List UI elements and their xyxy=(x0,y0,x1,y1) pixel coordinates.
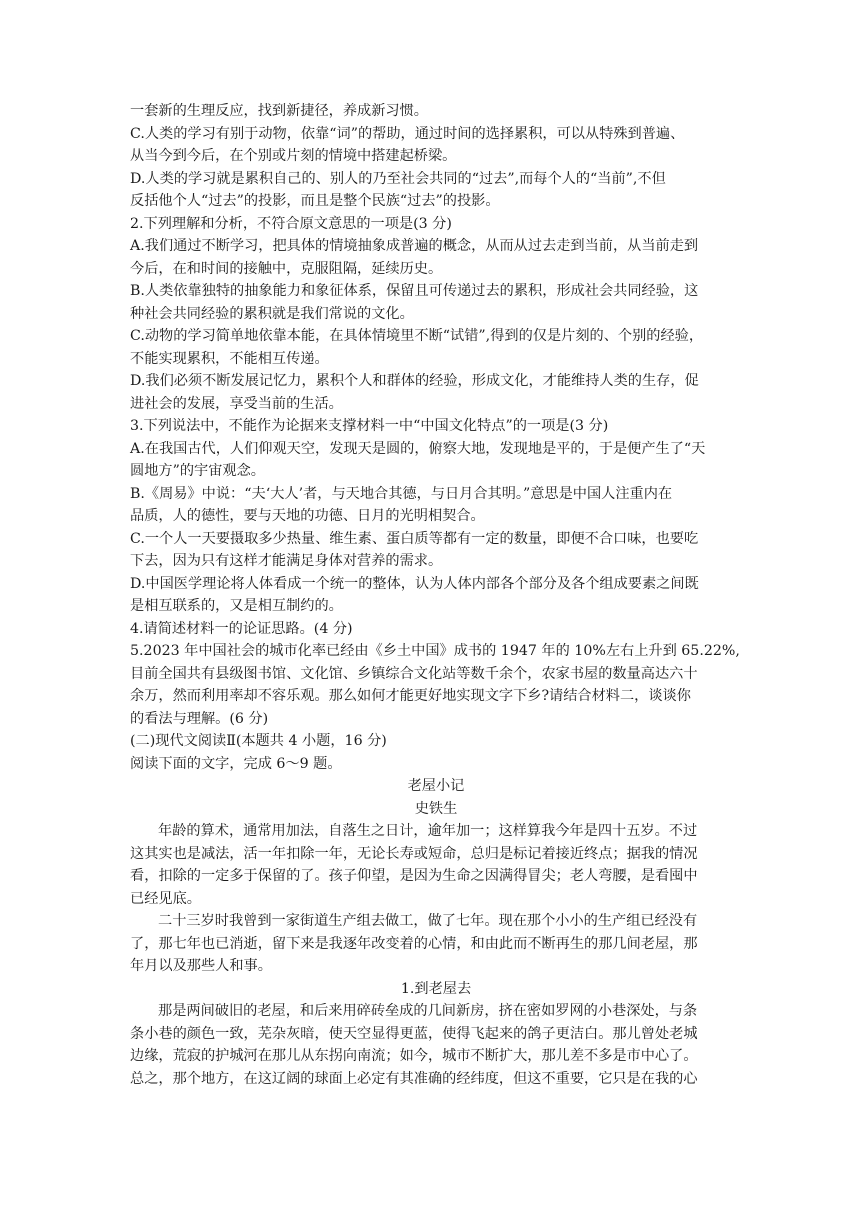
text-line: 下去，因为只有这样才能满足身体对营养的需求。 xyxy=(130,553,443,569)
text-line: 品质，人的德性，要与天地的功德、日月的光明相契合。 xyxy=(130,508,485,524)
text-line: 圆地方”的宇宙观念。 xyxy=(130,463,265,479)
text-line: 的看法与理解。(6 分) xyxy=(130,710,269,727)
text-line: 年龄的算术，通常用加法，自落生之日计，逾年加一；这样算我今年是四十五岁。不过 xyxy=(158,823,698,839)
section-heading: (二)现代文阅读Ⅱ(本题共 4 小题，16 分) xyxy=(130,733,387,749)
text-line: D.我们必须不断发展记忆力，累积个人和群体的经验，形成文化，才能维持人类的生存，促 xyxy=(130,373,699,389)
story-paragraph xyxy=(130,1000,742,1090)
text-line: 目前全国共有县级图书馆、文化馆、乡镇综合文化站等数千余个，农家书屋的数量高达六十 xyxy=(130,665,698,682)
text-line: 一套新的生理反应，找到新捷径，养成新习惯。 xyxy=(130,103,428,119)
text-line: 今后，在和时间的接触中，克服阻隔，延续历史。 xyxy=(130,260,443,277)
text-line: 看，扣除的一定多于保留的了。孩子仰望，是因为生命之因满得冒尖；老人弯腰，是看囤中 xyxy=(130,868,698,884)
text-line: A.我们通过不断学习，把具体的情境抽象成普遍的概念，从而从过去走到当前，从当前走到 xyxy=(130,238,699,254)
text-line: 余万，然而利用率却不容乐观。那么如何才能更好地实现文字下乡?请结合材料二，谈谈你 xyxy=(130,688,691,704)
text-line: 了，那七年也已消逝，留下来是我逐年改变着的心情，和由此而不断再生的那几间老屋，那 xyxy=(130,935,698,952)
story-author: 史铁生 xyxy=(414,800,458,817)
text-line: 是相互联系的，又是相互制约的。 xyxy=(130,598,343,614)
text-line: 边缘，荒寂的护城河在那儿从东拐向南流；如今，城市不断扩大，那儿差不多是市中心了。 xyxy=(130,1048,698,1064)
text-line: 那是两间破旧的老屋，和后来用碎砖垒成的几间新房，挤在密如罗网的小巷深处，与条 xyxy=(158,1003,698,1019)
text-line: A.在我国古代，人们仰观天空，发现天是圆的，俯察大地，发现地是平的，于是便产生了“天 xyxy=(130,440,706,457)
text-line: B.人类依靠独特的抽象能力和象征体系，保留且可传递过去的累积，形成社会共同经验，这 xyxy=(130,283,699,299)
reading-instruction: 阅读下面的文字，完成 6～9 题。 xyxy=(130,755,342,772)
story-paragraph xyxy=(130,910,742,978)
story-section-title: 1.到老屋去 xyxy=(400,980,472,997)
story-paragraph xyxy=(130,820,742,910)
text-line: D.中国医学理论将人体看成一个统一的整体，认为人体内部各个部分及各个组成要素之间既 xyxy=(130,575,699,592)
text-line: 二十三岁时我曾到一家街道生产组去做工，做了七年。现在那个小小的生产组已经没有 xyxy=(158,913,698,929)
text-line: D.人类的学习就是累积自己的、别人的乃至社会共同的“过去”,而每个人的“当前”,不但 xyxy=(130,170,666,187)
text-line: 从当今到今后，在个别或片刻的情境中搭建起桥梁。 xyxy=(130,148,457,164)
question-5-stem: 5.2023 年中国社会的城市化率已经由《乡土中国》成书的 1947 年的 10%左右上升到 65.22%, xyxy=(130,643,740,659)
text-line: 进社会的发展，享受当前的生活。 xyxy=(130,395,343,412)
text-line: 年月以及那些人和事。 xyxy=(130,958,272,974)
text-line: 反括他个人“过去”的投影，而且是整个民族“过去”的投影。 xyxy=(130,193,500,209)
text-line: C.人类的学习有别于动物，依靠“词”的帮助，通过时间的选择累积，可以从特殊到普遍、 xyxy=(130,125,685,142)
story-title: 老屋小记 xyxy=(407,778,465,794)
text-line: 这其实也是减法，活一年扣除一年，无论长寿或短命，总归是标记着接近终点；据我的情况 xyxy=(130,845,698,862)
text-line: 已经见底。 xyxy=(130,890,201,907)
text-line: B.《周易》中说：“夫‘大人’者，与天地合其德，与日月合其明。”意思是中国人注重内在 xyxy=(130,485,673,502)
text-line: 条小巷的颜色一致，芜杂灰暗，使天空显得更蓝，使得飞起来的鸽子更洁白。那儿曾处老城 xyxy=(130,1025,698,1042)
text-line: 种社会共同经验的累积就是我们常说的文化。 xyxy=(130,305,414,322)
question-2-stem: 2.下列理解和分析，不符合原文意思的一项是(3 分) xyxy=(130,215,452,232)
text-line: C.动物的学习简单地依靠本能，在具体情境里不断“试错”,得到的仅是片刻的、个别的经验， xyxy=(130,328,704,344)
question-4-stem: 4.请简述材料一的论证思路。(4 分) xyxy=(130,620,353,637)
text-line: 总之，那个地方，在这辽阔的球面上必定有其准确的经纬度，但这不重要，它只是在我的心 xyxy=(130,1070,698,1087)
story-block xyxy=(130,775,742,1090)
text-line: C.一个人一天要摄取多少热量、维生素、蛋白质等都有一定的数量，即便不合口味，也要吃 xyxy=(130,530,699,547)
text-line: 不能实现累积，不能相互传递。 xyxy=(130,350,329,367)
question-3-stem: 3.下列说法中，不能作为论据来支撑材料一中“中国文化特点”的一项是(3 分) xyxy=(130,418,609,434)
question-block xyxy=(130,100,742,775)
